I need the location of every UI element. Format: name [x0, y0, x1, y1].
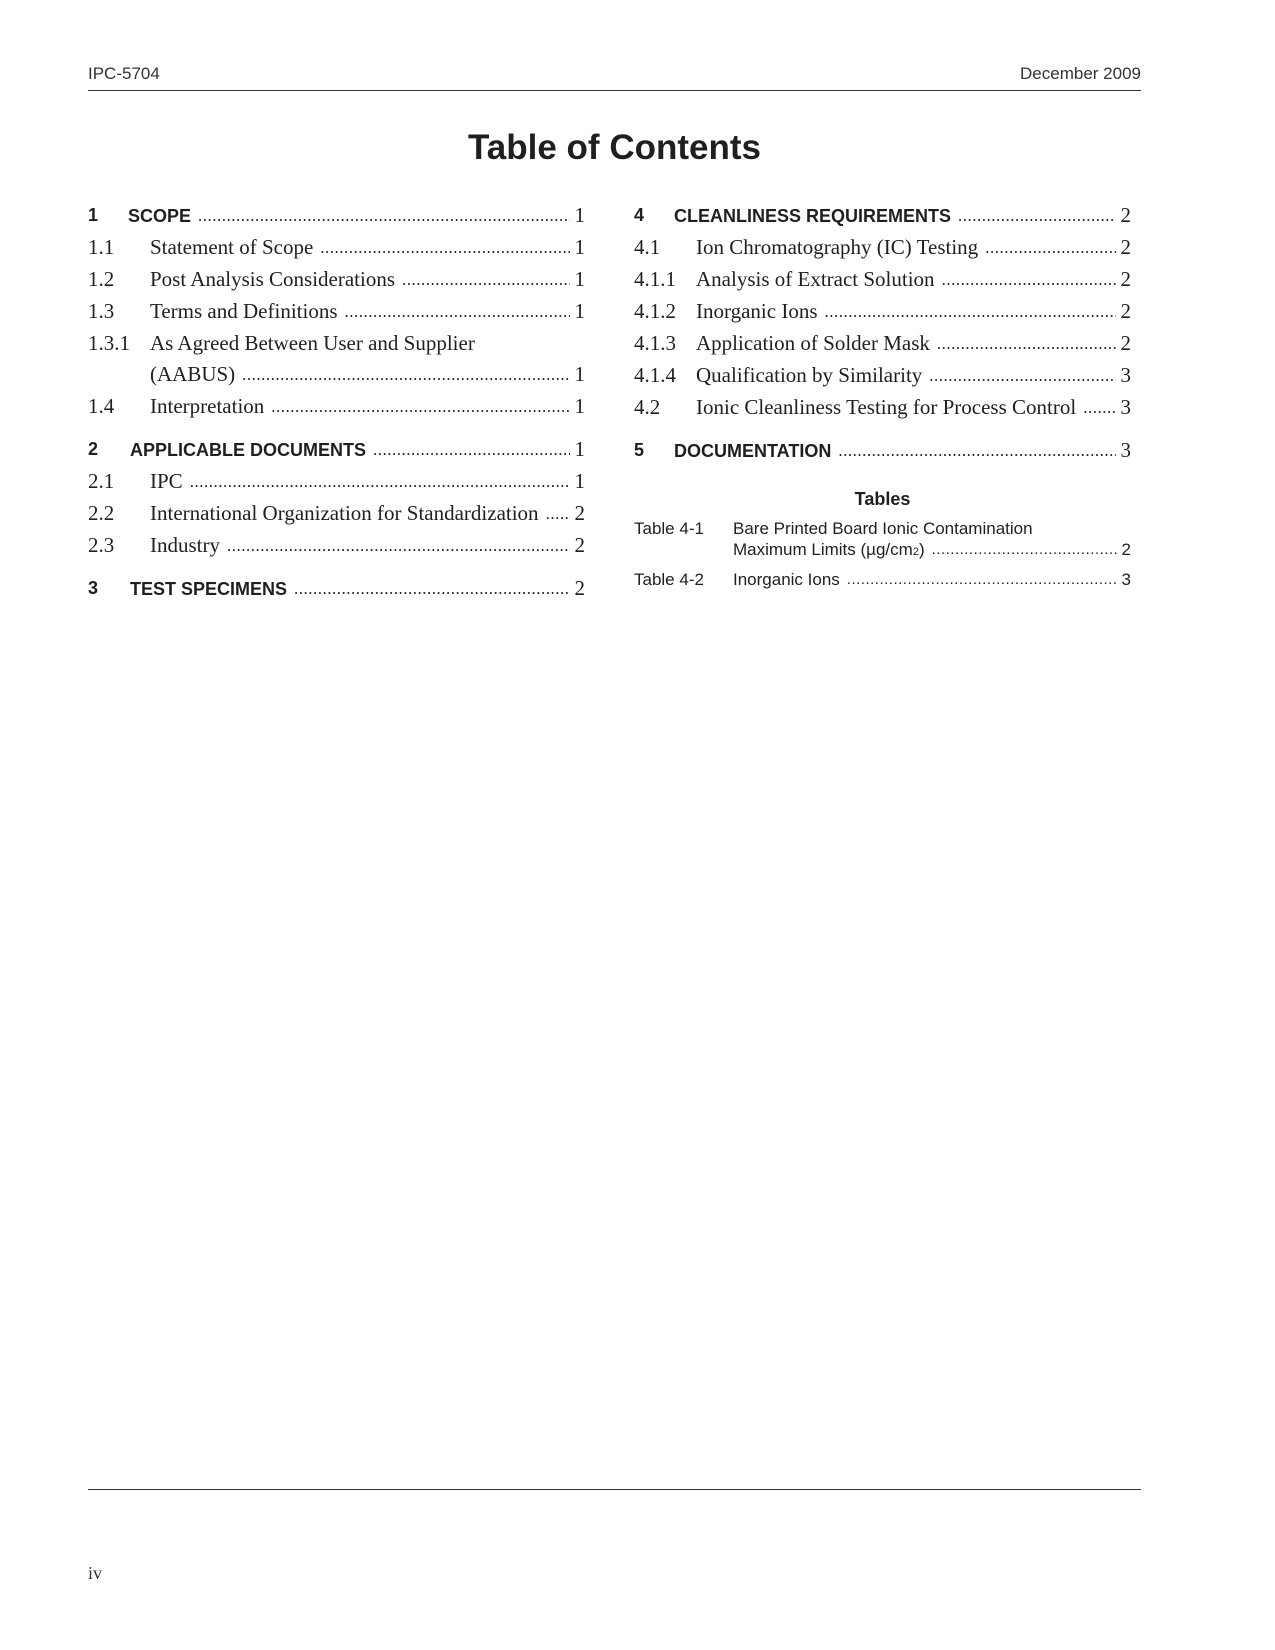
dot-leader — [242, 358, 569, 390]
entry-title: TEST SPECIMENS — [130, 579, 288, 599]
entry-title: Interpretation — [150, 394, 265, 418]
entry-page-number: 2 — [574, 533, 585, 557]
toc-subsection-entry[interactable] — [634, 328, 1131, 360]
dot-leader — [271, 390, 569, 422]
entry-page-number: 1 — [574, 299, 585, 323]
toc-subsection-entry[interactable] — [634, 392, 1131, 424]
entry-title: DOCUMENTATION — [674, 441, 832, 461]
entry-number: 4.1.4 — [634, 363, 676, 387]
dot-leader — [227, 529, 570, 561]
dot-leader — [932, 538, 1117, 560]
entry-line — [150, 296, 585, 328]
entry-page-number: 2 — [1120, 203, 1131, 227]
entry-page-number: 3 — [1120, 395, 1131, 419]
entry-line — [696, 264, 1131, 296]
dot-leader — [546, 497, 570, 529]
entry-line — [150, 359, 585, 391]
entry-number: Table 4-1 — [634, 519, 704, 538]
entry-number: 1.3 — [88, 299, 115, 323]
entry-page-number: 1 — [574, 235, 585, 259]
entry-line — [150, 264, 585, 296]
toc-subsection-entry[interactable] — [88, 232, 585, 264]
toc-section-entry[interactable] — [88, 434, 585, 466]
entry-page-number: 3 — [1120, 438, 1131, 462]
toc-subsection-entry[interactable] — [88, 391, 585, 423]
entry-title: Inorganic Ions — [696, 299, 818, 323]
entry-title: Post Analysis Considerations — [150, 267, 396, 291]
table-list-entry[interactable] — [634, 518, 1131, 561]
dot-leader — [825, 295, 1116, 327]
entry-title: Inorganic Ions — [733, 570, 840, 589]
dot-leader — [937, 327, 1116, 359]
entry-line — [696, 392, 1131, 424]
entry-title: Analysis of Extract Solution — [696, 267, 935, 291]
entry-number: 1 — [88, 205, 99, 225]
entry-line — [674, 435, 1131, 467]
toc-subsection-entry[interactable] — [88, 530, 585, 562]
entry-number: 2 — [88, 439, 99, 459]
entry-line — [150, 466, 585, 498]
entry-page-number: 3 — [1120, 363, 1131, 387]
entry-number: Table 4-2 — [634, 570, 704, 589]
toc-section-entry[interactable] — [634, 435, 1131, 467]
entry-title: IPC — [150, 469, 183, 493]
footer-rule — [88, 1489, 1141, 1490]
entry-page-number: 1 — [574, 267, 585, 291]
entry-line — [150, 232, 585, 264]
entry-number: 4.2 — [634, 395, 661, 419]
entry-line — [128, 200, 585, 232]
dot-leader — [1083, 391, 1115, 423]
entry-line — [674, 200, 1131, 232]
entry-title-line1: Bare Printed Board Ionic Contamination — [733, 519, 1033, 538]
entry-title: Terms and Definitions — [150, 299, 338, 323]
entry-line — [130, 434, 585, 466]
entry-number: 3 — [88, 578, 99, 598]
toc-subsection-entry[interactable] — [88, 264, 585, 296]
toc-subsection-entry[interactable] — [88, 498, 585, 530]
entry-page-number: 2 — [574, 501, 585, 525]
entry-page-number: 1 — [574, 362, 585, 386]
entry-title-line1: As Agreed Between User and Supplier — [150, 331, 475, 355]
entry-number: 2.1 — [88, 469, 115, 493]
entry-title: International Organization for Standardization — [150, 501, 539, 525]
entry-line — [733, 569, 1131, 591]
entry-page-number: 2 — [1120, 331, 1131, 355]
entry-page-number: 2 — [1120, 299, 1131, 323]
entry-title: (AABUS) — [150, 362, 236, 386]
dot-leader — [320, 231, 569, 263]
entry-number: 4.1.1 — [634, 267, 676, 291]
entry-page-number: 2 — [574, 576, 585, 600]
dot-leader — [402, 263, 569, 295]
running-header-date: December 2009 — [1020, 64, 1141, 83]
entry-page-number: 3 — [1121, 570, 1131, 589]
toc-subsection-entry[interactable] — [88, 466, 585, 498]
toc-left-column — [88, 200, 585, 605]
entry-number: 1.1 — [88, 235, 115, 259]
entry-title: APPLICABLE DOCUMENTS — [130, 440, 367, 460]
entry-line — [150, 391, 585, 423]
entry-page-number: 2 — [1120, 235, 1131, 259]
entry-title: Statement of Scope — [150, 235, 314, 259]
dot-leader — [838, 435, 1115, 466]
dot-leader — [847, 568, 1117, 590]
toc-subsection-entry[interactable] — [634, 360, 1131, 392]
toc-subsection-entry[interactable] — [88, 328, 585, 391]
entry-page-number: 1 — [574, 203, 585, 227]
entry-title: CLEANLINESS REQUIREMENTS — [674, 206, 952, 226]
toc-section-entry[interactable] — [88, 200, 585, 232]
entry-title: Qualification by Similarity — [696, 363, 923, 387]
entry-number: 1.4 — [88, 394, 115, 418]
entry-number: 4.1.3 — [634, 331, 676, 355]
entry-page-number: 2 — [1121, 540, 1131, 559]
page-title: Table of Contents — [468, 128, 761, 167]
toc-right-column — [634, 200, 1131, 591]
entry-title: Ionic Cleanliness Testing for Process Control — [696, 395, 1077, 419]
entry-title: Industry — [150, 533, 220, 557]
dot-leader — [345, 295, 570, 327]
entry-title: SCOPE — [128, 206, 192, 226]
entry-line: Maximum Limits (µg/cm 2 ) ..... 2 — [733, 539, 1131, 561]
entry-title: Maximum Limits (µg/cm — [733, 540, 913, 559]
entry-number: 4.1.2 — [634, 299, 676, 323]
toc-subsection-entry[interactable] — [88, 296, 585, 328]
entry-number: 2.3 — [88, 533, 115, 557]
entry-page-number: 1 — [574, 394, 585, 418]
entry-number: 1.2 — [88, 267, 115, 291]
dot-leader — [198, 200, 569, 231]
entry-page-number: 1 — [574, 437, 585, 461]
entry-number: 1.3.1 — [88, 331, 130, 355]
dot-leader — [985, 231, 1115, 263]
dot-leader — [958, 200, 1115, 231]
dot-leader — [942, 263, 1116, 295]
entry-number: 4.1 — [634, 235, 661, 259]
entry-number: 2.2 — [88, 501, 115, 525]
toc-subsection-entry[interactable] — [634, 296, 1131, 328]
toc-subsection-entry[interactable] — [634, 264, 1131, 296]
dot-leader — [373, 434, 569, 465]
dot-leader — [929, 359, 1115, 391]
entry-page-number: 2 — [1120, 267, 1131, 291]
toc-section-entry[interactable] — [88, 573, 585, 605]
header-rule — [88, 90, 1141, 91]
entry-line — [130, 573, 585, 605]
entry-number: 5 — [634, 440, 645, 460]
entry-line — [696, 232, 1131, 264]
entry-line — [150, 530, 585, 562]
entry-line — [150, 498, 585, 530]
toc-section-entry[interactable] — [634, 200, 1131, 232]
entry-page-number: 1 — [574, 469, 585, 493]
entry-number: 4 — [634, 205, 645, 225]
page-number: iv — [88, 1563, 103, 1583]
entry-title: Application of Solder Mask — [696, 331, 930, 355]
table-list-entry[interactable] — [634, 569, 1131, 591]
entry-line — [696, 296, 1131, 328]
entry-title-end: ) — [918, 540, 925, 559]
entry-title: Ion Chromatography (IC) Testing — [696, 235, 979, 259]
dot-leader — [190, 465, 570, 497]
entry-line — [696, 360, 1131, 392]
toc-subsection-entry[interactable] — [634, 232, 1131, 264]
entry-line — [696, 328, 1131, 360]
tables-heading: Tables — [854, 489, 911, 509]
running-header-doc-id: IPC-5704 — [88, 64, 160, 83]
dot-leader — [294, 573, 569, 604]
